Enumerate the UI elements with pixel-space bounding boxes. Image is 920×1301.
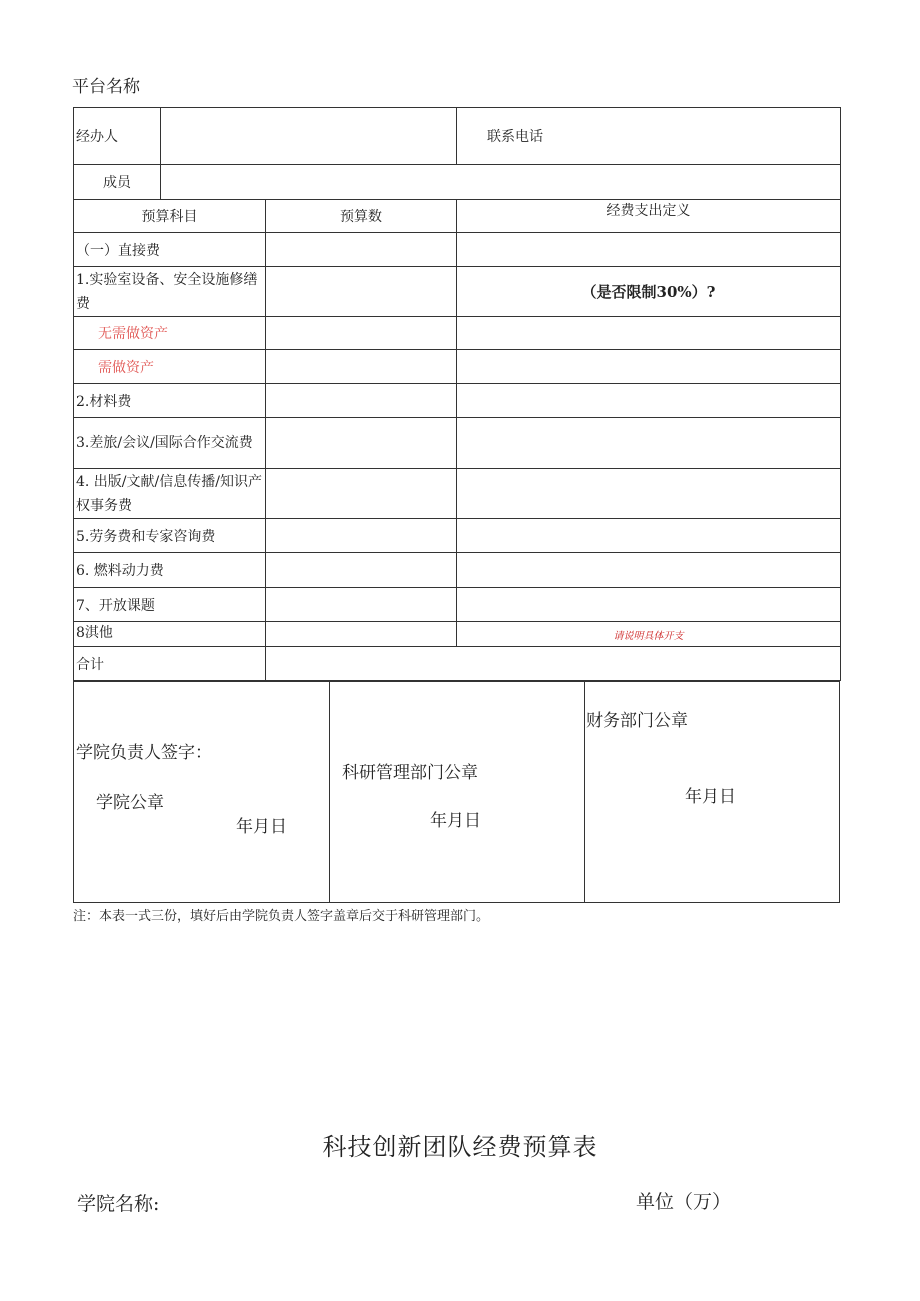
- amount-cell[interactable]: [266, 233, 457, 267]
- definition-cell[interactable]: [457, 469, 841, 519]
- other-note: 请说明具体开支: [457, 622, 841, 647]
- row-equipment: 1.实验室设备、安全设施修缮费: [74, 267, 266, 317]
- column-header-row: [74, 200, 841, 233]
- college-head-signature-label: 学院负责人签字：: [76, 743, 212, 763]
- definition-cell[interactable]: [457, 233, 841, 267]
- row-labor: 5.劳务费和专家咨询费: [74, 519, 266, 553]
- row-asset: 需做资产: [74, 350, 266, 384]
- amount-cell[interactable]: [266, 317, 457, 350]
- platform-name-label: 平台名称: [72, 77, 140, 97]
- amount-cell[interactable]: [266, 553, 457, 588]
- phone-label: 联系电话: [457, 108, 841, 165]
- handler-label: 经办人: [74, 108, 161, 165]
- college-signature-box: [73, 681, 330, 903]
- table-row: [74, 267, 841, 317]
- row-no-asset: 无需做资产: [74, 317, 266, 350]
- table-row: [74, 317, 841, 350]
- amount-cell[interactable]: [266, 384, 457, 418]
- row-publication: 4. 出版/文献/信息传播/知识产权事务费: [74, 469, 266, 519]
- row-materials: 2.材料费: [74, 384, 266, 418]
- members-value[interactable]: [161, 165, 841, 200]
- definition-cell[interactable]: [457, 588, 841, 622]
- members-label: 成员: [74, 165, 161, 200]
- amount-cell[interactable]: [266, 622, 457, 647]
- total-row: [74, 647, 841, 681]
- amount-cell[interactable]: [266, 418, 457, 469]
- col-definition: 经费支出定义: [457, 200, 841, 233]
- finance-seal-label: 财务部门公章: [586, 711, 688, 731]
- college-date-label: 年月日: [236, 817, 287, 837]
- table-row: [74, 384, 841, 418]
- col-subject: 预算科目: [74, 200, 266, 233]
- amount-cell[interactable]: [266, 469, 457, 519]
- definition-cell[interactable]: [457, 350, 841, 384]
- row-travel: 3.差旅/会议/国际合作交流费: [74, 418, 266, 469]
- total-value[interactable]: [266, 647, 841, 681]
- college-name-label: 学院名称:: [77, 1193, 160, 1215]
- row-direct: （一）直接费: [74, 233, 266, 267]
- finance-date-label: 年月日: [685, 787, 736, 807]
- members-row: [74, 165, 841, 200]
- second-form-title: 科技创新团队经费预算表: [322, 1133, 598, 1161]
- table-row: [74, 622, 841, 647]
- table-row: [74, 588, 841, 622]
- definition-cell[interactable]: [457, 384, 841, 418]
- table-row: [74, 469, 841, 519]
- college-seal-label: 学院公章: [96, 793, 164, 813]
- row-other: 8淇他: [74, 622, 266, 647]
- row-total: 合计: [74, 647, 266, 681]
- definition-cell[interactable]: [457, 418, 841, 469]
- table-row: [74, 233, 841, 267]
- definition-cell[interactable]: [457, 553, 841, 588]
- handler-value[interactable]: [161, 108, 457, 165]
- footnote: 注：本表一式三份，填好后由学院负责人签字盖章后交于科研管理部门。: [73, 909, 490, 924]
- unit-label: 单位（万）: [636, 1191, 732, 1213]
- handler-row: [74, 108, 841, 165]
- equipment-limit-note: （是否限制30%）?: [457, 267, 841, 317]
- table-row: [74, 553, 841, 588]
- amount-cell[interactable]: [266, 519, 457, 553]
- research-seal-box: [329, 681, 585, 903]
- amount-cell[interactable]: [266, 267, 457, 317]
- budget-table: [73, 107, 841, 681]
- table-row: [74, 350, 841, 384]
- col-amount: 预算数: [266, 200, 457, 233]
- row-open-topics: 7、开放课题: [74, 588, 266, 622]
- finance-seal-box: [584, 681, 840, 903]
- definition-cell[interactable]: [457, 519, 841, 553]
- research-date-label: 年月日: [430, 811, 481, 831]
- table-row: [74, 519, 841, 553]
- table-row: [74, 418, 841, 469]
- research-seal-label: 科研管理部门公章: [342, 763, 478, 783]
- row-fuel: 6. 燃料动力费: [74, 553, 266, 588]
- amount-cell[interactable]: [266, 588, 457, 622]
- definition-cell[interactable]: [457, 317, 841, 350]
- amount-cell[interactable]: [266, 350, 457, 384]
